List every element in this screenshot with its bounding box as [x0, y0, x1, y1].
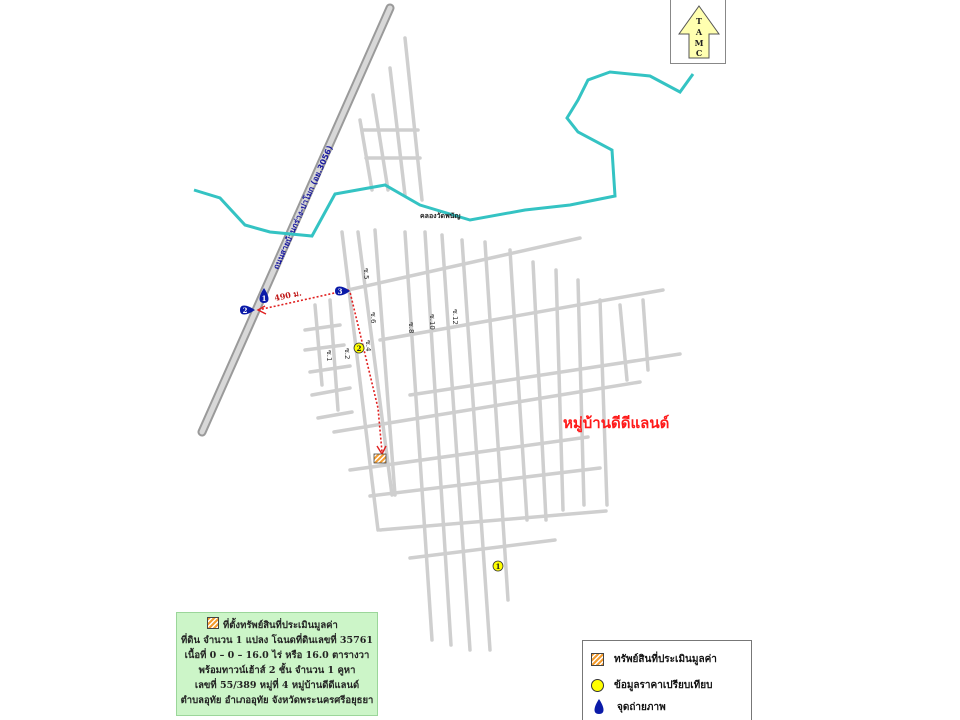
- street: [305, 325, 340, 330]
- soi-label: ซ.6: [369, 312, 377, 324]
- street: [312, 388, 350, 395]
- property-hatch-icon: [591, 653, 604, 666]
- north-arrow: [670, 0, 726, 64]
- info-line-location: ตำบลอุทัย อำเภออุทัย จังหวัดพระนครศรีอยุธยา: [180, 695, 374, 706]
- property-marker: [374, 454, 386, 463]
- street: [370, 468, 600, 496]
- street: [380, 511, 606, 530]
- soi-label: ซ.10: [428, 314, 436, 330]
- legend: [582, 640, 752, 720]
- village-label: หมู่บ้านดีดีแลนด์: [563, 414, 670, 432]
- photo-point-label: 1: [261, 294, 267, 303]
- soi-label: ซ.12: [451, 309, 459, 325]
- street: [533, 262, 546, 520]
- street: [318, 412, 352, 418]
- north-letter-t: T: [696, 16, 702, 26]
- soi-label: ซ.8: [407, 322, 415, 334]
- street: [310, 366, 350, 372]
- comparable-point: [354, 343, 364, 353]
- street: [600, 300, 607, 505]
- soi-label: ซ.2: [343, 348, 351, 360]
- info-line-building: พร้อมทาวน์เฮ้าส์ 2 ชั้น จำนวน 1 คูหา: [198, 665, 356, 676]
- legend-label-comparable: ข้อมูลราคาเปรียบเทียบ: [614, 679, 713, 691]
- info-line-deed: ที่ดิน จำนวน 1 แปลง โฉนดที่ดินเลขที่ 35761: [181, 635, 373, 646]
- soi-label: ซ.4: [364, 340, 372, 352]
- comparable-point-label: 1: [495, 562, 501, 571]
- street: [620, 305, 627, 380]
- soi-label: ซ.1: [325, 350, 333, 362]
- property-info-box: [176, 612, 378, 716]
- comparable-point-label: 2: [356, 344, 362, 353]
- legend-item-comparable: [591, 677, 712, 693]
- distance-label: 490 ม.: [273, 287, 303, 303]
- info-title-text: ที่ตั้งทรัพย์สินที่ประเมินมูลค่า: [223, 620, 338, 631]
- street: [315, 305, 322, 385]
- property-hatch-icon: [207, 617, 219, 629]
- canal-label: คลองวัดพนัญ: [420, 212, 461, 220]
- soi-labels: [325, 268, 459, 361]
- comparable-point: [493, 561, 503, 571]
- info-line-address: เลขที่ 55/389 หมู่ที่ 4 หมู่บ้านดีดีแลนด์: [194, 680, 360, 691]
- north-letter-a: A: [695, 27, 703, 37]
- street: [373, 95, 388, 190]
- street: [342, 232, 378, 530]
- legend-label-property: ทรัพย์สินที่ประเมินมูลค่า: [614, 653, 717, 665]
- legend-item-photo: [591, 699, 666, 715]
- legend-item-property: [591, 651, 717, 667]
- comparable-circle-icon: [591, 679, 604, 692]
- north-letter-m: M: [694, 38, 704, 48]
- photo-point-label: 3: [337, 287, 343, 296]
- photo-point-label: 2: [242, 306, 248, 315]
- street: [405, 38, 422, 200]
- street: [305, 345, 344, 350]
- legend-label-photo: จุดถ่ายภาพ: [617, 701, 666, 713]
- north-letter-c: C: [695, 48, 703, 58]
- info-line-area: เนื้อที่ 0 – 0 – 16.0 ไร่ หรือ 16.0 ตารางวา: [184, 650, 370, 661]
- soi-label: ซ.5: [362, 268, 370, 280]
- photo-point-icon: [591, 699, 607, 715]
- highway-label: ถนนสายบ้านกร่าง-ปาโมก (อย.3056): [271, 144, 335, 271]
- info-title: [177, 617, 377, 633]
